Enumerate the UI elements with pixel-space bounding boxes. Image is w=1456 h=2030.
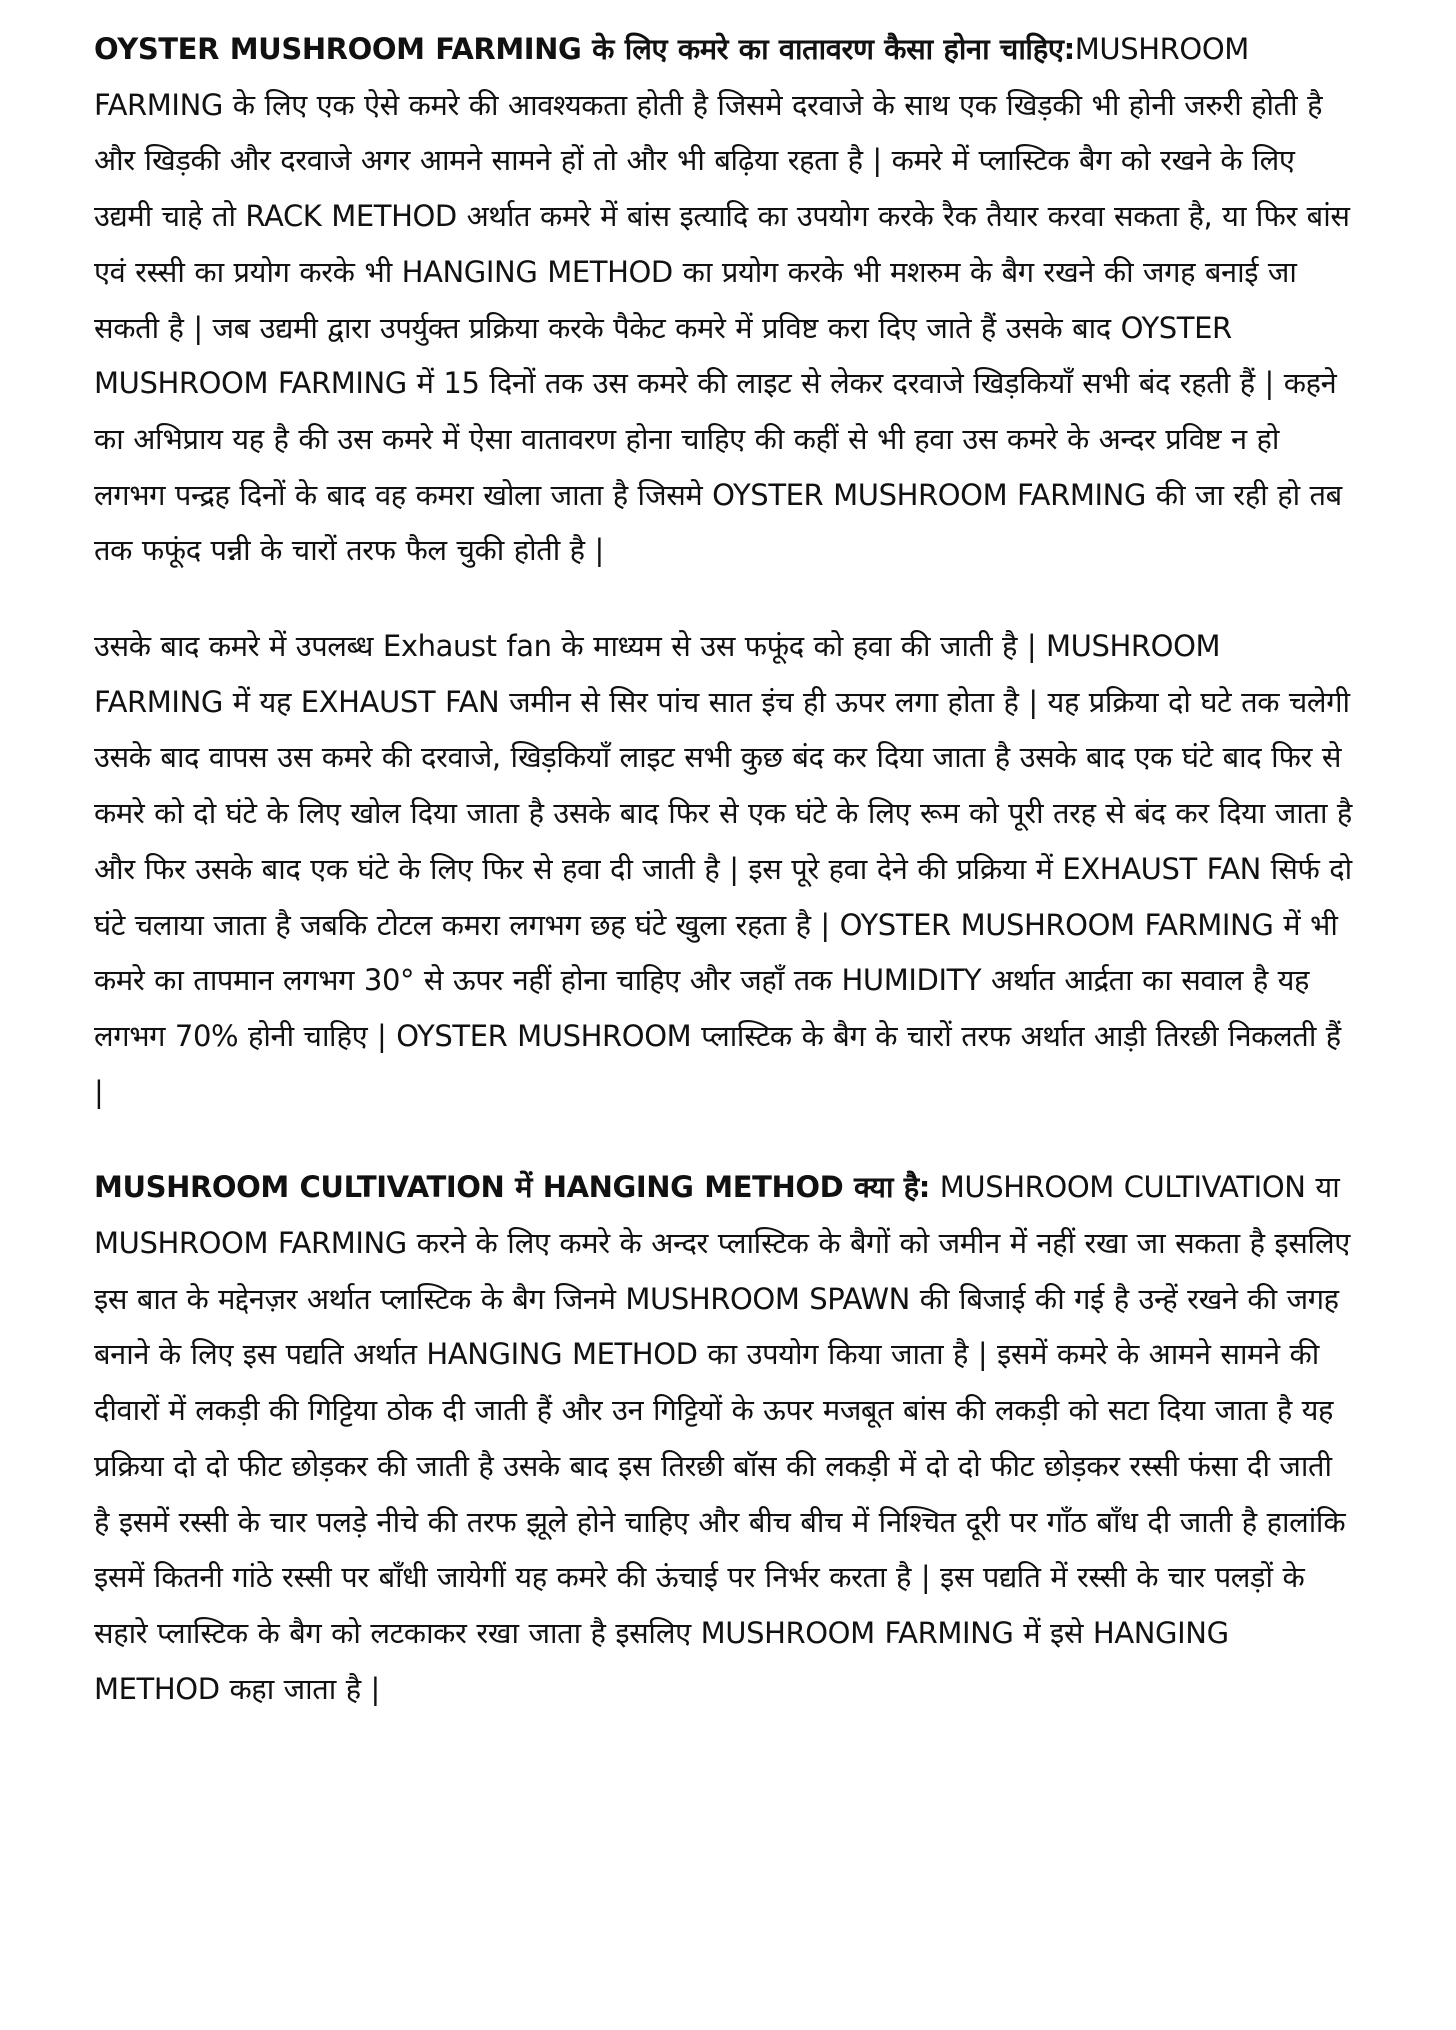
section-text: MUSHROOM CULTIVATION या MUSHROOM FARMING करने के लिए कमरे के अन्दर प्लास्टिक के बैगों को जमीन में नहीं रखा जा सकता है इसलिए इस बात के मद्देनज़र अर्थात प्लास्टिक के बैग जिनमे MUSHROOM SPAWN की बिजाई की गई है उन्हें रखने की जगह बनाने के लिए इस पद्यति अर्थात HANGING METHOD का उपयोग किया जाता है | इसमें कमरे के आमने सामने की दीवारों में लकड़ी की गिट्टिया ठोक दी जाती हैं और उन गिट्टियों के ऊपर मजबूत बांस की लकड़ी को सटा दिया जाता है यह प्रक्रिया दो दो फीट छोड़कर की जाती है उसके बाद इस तिरछी बॉस की लकड़ी में दो दो फीट छोड़कर रस्सी फंसा दी जाती है इसमें रस्सी के चार पलड़े नीचे की तरफ झूले होने चाहिए और बीच बीच में निश्चित दूरी पर गाँठ बाँध दी जाती है हालांकि इसमें कितनी गांठे रस्सी पर बाँधी जायेगीं यह कमरे की ऊंचाई पर निर्भर करता है | इस पद्यति में रस्सी के चार पलड़ों के सहारे प्लास्टिक के बैग को लटकाकर रखा जाता है इसलिए MUSHROOM FARMING में इसे HANGING METHOD कहा जाता है |: [94, 1170, 1350, 1706]
section-room-environment: [94, 22, 1356, 579]
section-ventilation: [94, 619, 1356, 1120]
section-heading: MUSHROOM CULTIVATION में HANGING METHOD क्या है:: [94, 1170, 930, 1205]
section-text: MUSHROOM FARMING के लिए एक ऐसे कमरे की आवश्यकता होती है जिसमे दरवाजे के साथ एक खिड़की भी होनी जरुरी होती है और खिड़की और दरवाजे अगर आमने सामने हों तो और भी बढ़िया रहता है | कमरे में प्लास्टिक बैग को रखने के लिए उद्यमी चाहे तो RACK METHOD अर्थात कमरे में बांस इत्यादि का उपयोग करके रैक तैयार करवा सकता है, या फिर बांस एवं रस्सी का प्रयोग करके भी HANGING METHOD का प्रयोग करके भी मशरुम के बैग रखने की जगह बनाई जा सकती है | जब उद्यमी द्वारा उपर्युक्त प्रक्रिया करके पैकेट कमरे में प्रविष्ट करा दिए जाते हैं उसके बाद OYSTER MUSHROOM FARMING में 15 दिनों तक उस कमरे की लाइट से लेकर दरवाजे खिड़कियाँ सभी बंद रहती हैं | कहने का अभिप्राय यह है की उस कमरे में ऐसा वातावरण होना चाहिए की कहीं से भी हवा उस कमरे के अन्दर प्रविष्ट न हो लगभग पन्द्रह दिनों के बाद वह कमरा खोला जाता है जिसमे OYSTER MUSHROOM FARMING की जा रही हो तब तक फफूंद पन्नी के चारों तरफ फैल चुकी होती है |: [94, 32, 1350, 568]
section-hanging-method: [94, 1160, 1356, 1717]
section-heading: OYSTER MUSHROOM FARMING के लिए कमरे का वातावरण कैसा होना चाहिए:: [94, 32, 1075, 66]
article-body: [94, 22, 1356, 1757]
section-text: उसके बाद कमरे में उपलब्ध Exhaust fan के माध्यम से उस फफूंद को हवा की जाती है | MUSHROOM FARMING में यह EXHAUST FAN जमीन से सिर पांच सात इंच ही ऊपर लगा होता है | यह प्रक्रिया दो घटे तक चलेगी उसके बाद वापस उस कमरे की दरवाजे, खिड़कियाँ लाइट सभी कुछ बंद कर दिया जाता है उसके बाद एक घंटे बाद फिर से कमरे को दो घंटे के लिए खोल दिया जाता है उसके बाद फिर से एक घंटे के लिए रूम को पूरी तरह से बंद कर दिया जाता है और फिर उसके बाद एक घंटे के लिए फिर से हवा दी जाती है | इस पूरे हवा देने की प्रक्रिया में EXHAUST FAN सिर्फ दो घंटे चलाया जाता है जबकि टोटल कमरा लगभग छह घंटे खुला रहता है | OYSTER MUSHROOM FARMING में भी कमरे का तापमान लगभग 30° से ऊपर नहीं होना चाहिए और जहाँ तक HUMIDITY अर्थात आर्द्रता का सवाल है यह लगभग 70% होनी चाहिए | OYSTER MUSHROOM प्लास्टिक के बैग के चारों तरफ अर्थात आड़ी तिरछी निकलती हैं |: [94, 629, 1352, 1109]
